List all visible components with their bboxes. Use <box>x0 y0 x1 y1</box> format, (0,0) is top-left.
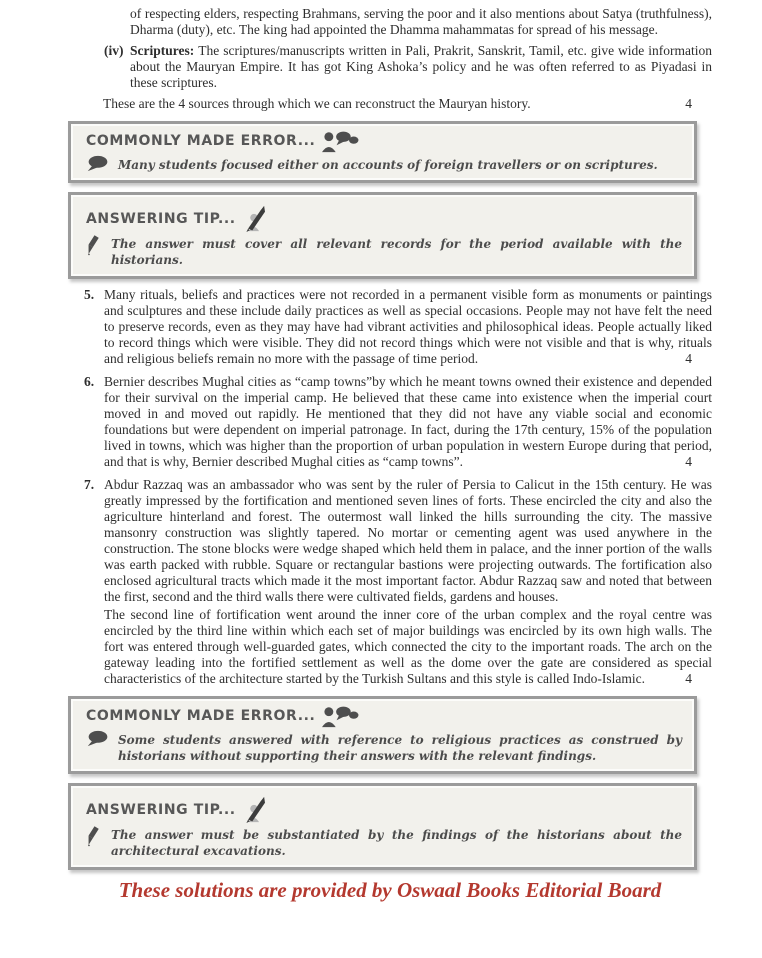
error-box-title: COMMONLY MADE ERROR... <box>86 133 316 149</box>
person-pen-icon <box>241 796 267 823</box>
answer-body <box>104 287 712 367</box>
answer-paragraph: Abdur Razzaq was an ambassador who was sent by the ruler of Persia to Calicut in the 15th century. He was greatly impressed by the fortification and mentioned seven lines of forts. These encircled the city and also the agriculture hinterland and forest. The outermost wall linked the hills surrounding the city. The massive mansonry construction was slightly tapered. No mortar or cementing agent was used anywhere in the construction. The stone blocks were wedge shaped which held them in palace, and the inner portion of the walls was earth packed with rubble. Square or rectangular bastions were projecting outwards. The fortification also enclosed agricultural tracts which made it the most important factor. Abdur Razzaq saw and noted that between the first, second and the third walls there were cultivated fields, gardens and houses. <box>104 477 712 604</box>
footer-credit: These solutions are provided by Oswaal Books Editorial Board <box>118 878 662 902</box>
summary-text: These are the 4 sources through which we can reconstruct the Mauryan history. <box>103 96 531 111</box>
tip-text: The answer must cover all relevant records for the period available with the historians. <box>111 237 682 267</box>
speech-bubble-icon <box>86 155 110 172</box>
summary-marks: 4 <box>685 96 692 111</box>
answer-number: 6. <box>84 374 95 389</box>
error-text: Some students answered with reference to religious practices as construed by historians without supporting their answers with the relevant findings. <box>118 733 682 763</box>
answer-body <box>104 374 712 470</box>
scripture-heading: Scriptures: <box>130 43 195 58</box>
answer-item-5 <box>68 287 712 367</box>
scripture-item <box>68 43 712 91</box>
pen-nib-icon <box>86 825 103 848</box>
speech-bubble-icon <box>86 730 110 747</box>
answering-tip-box-1 <box>68 192 697 279</box>
answer-paragraph: The second line of fortification went around the inner core of the urban complex and the royal centre was encircled by the third line within which each set of major buildings was encircled by its own high walls. The fort was entered through well-guarded gates, which connected the city to the important roads. The arch on the gateway leading into the fortified settlement as well as the dome over the gate are considered as special characteristics of the architecture started by the Turkish Sultans and this style is called Indo-Islamic. <box>104 607 712 686</box>
answer-marks: 4 <box>685 671 692 686</box>
answer-number: 5. <box>84 287 95 302</box>
answer-number: 7. <box>84 477 95 492</box>
error-box-title: COMMONLY MADE ERROR... <box>86 708 316 724</box>
answer-body <box>104 477 712 687</box>
commonly-made-error-box-2 <box>68 696 697 774</box>
commonly-made-error-box-1 <box>68 121 697 183</box>
answer-marks: 4 <box>685 351 692 366</box>
answer-item-6 <box>68 374 712 470</box>
tip-box-title: ANSWERING TIP... <box>86 210 236 227</box>
tip-text: The answer must be substantiated by the findings of the historians about the architectural excavations. <box>111 828 682 858</box>
box-title-row <box>86 796 682 823</box>
person-speech-icon <box>320 129 360 153</box>
person-speech-icon <box>320 704 360 728</box>
answering-tip-box-2 <box>68 783 697 870</box>
scripture-label: (iv) <box>104 43 124 58</box>
box-title-row <box>86 129 682 153</box>
box-content-row <box>86 825 682 859</box>
answer-item-7 <box>68 477 712 687</box>
answer-paragraph: Many rituals, beliefs and practices were not recorded in a permanent visible form as monuments or paintings and sculptures and these include daily practices as well as special occasions. People may not have felt the need to preserve records, even as they may have had vibrant activities and philosophical ideas. People actually liked to record things which were visible. They did not record things which were not visible and that is why, rituals and religious beliefs remain no more with the passage of time period. <box>104 287 712 366</box>
answer-continuation-paragraph: of respecting elders, respecting Brahmans, serving the poor and it also mentions about Satya (truthfulness), Dharma (duty), etc. The king had appointed the Dhamma mahammatas for spread of his message. <box>130 6 712 37</box>
person-pen-icon <box>241 205 267 232</box>
box-content-row <box>86 730 682 764</box>
summary-line <box>68 96 712 112</box>
error-text: Many students focused either on accounts of foreign travellers or on scriptures. <box>118 158 658 172</box>
answer-marks: 4 <box>685 454 692 469</box>
pen-nib-icon <box>86 234 103 257</box>
answer-paragraph: Bernier describes Mughal cities as “camp towns”by which he meant towns owned their existence and depended for their survival on the imperial camp. He believed that these came into existence when the imperial court moved in and moved out rapidly. He mentioned that they did not have any viable social and economic foundations but were dependent on imperial patronage. In fact, during the 17th century, 15% of the population lived in towns, which was higher than the proportion of urban population in western Europe during that period, and that is why, Bernier described Mughal cities as “camp towns”. <box>104 374 712 469</box>
tip-box-title: ANSWERING TIP... <box>86 801 236 818</box>
scripture-text: The scriptures/manuscripts written in Pali, Prakrit, Sanskrit, Tamil, etc. give wide information about the Mauryan Empire. It has got King Ashoka’s policy and he was often referred to as Piyadasi in these scriptures. <box>130 43 712 90</box>
box-title-row <box>86 704 682 728</box>
box-content-row <box>86 155 682 173</box>
scripture-paragraph <box>130 43 712 91</box>
box-content-row <box>86 234 682 268</box>
box-title-row <box>86 205 682 232</box>
